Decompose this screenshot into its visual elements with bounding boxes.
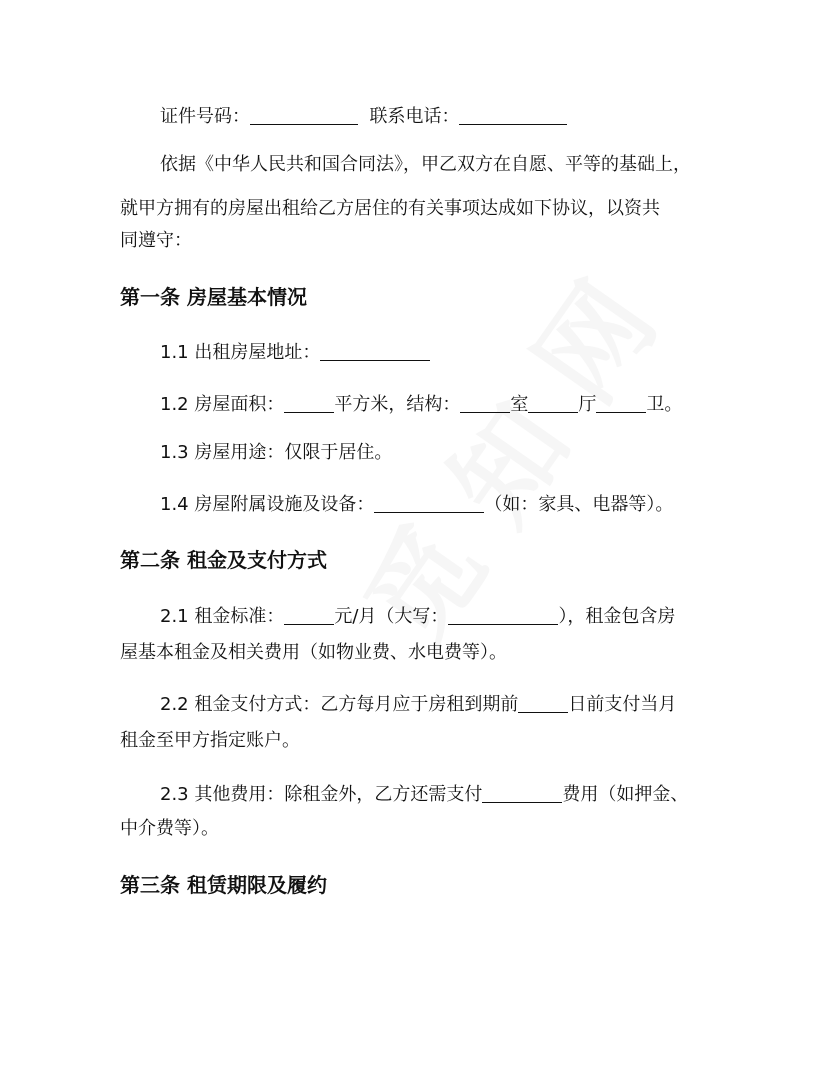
item-text: 日前支付当月: [568, 694, 677, 715]
item-text: （如：家具、电器等）。: [484, 494, 674, 515]
item-text: 元/月（大写：: [334, 606, 449, 627]
item-text: 1.4 房屋附属设施及设备：: [160, 494, 375, 515]
hall-blank[interactable]: [528, 394, 578, 413]
id-line: [160, 105, 567, 129]
item-text: 费用（如押金、: [562, 784, 689, 805]
item-text: 平方米，结构：: [334, 394, 461, 415]
area-blank[interactable]: [284, 394, 334, 413]
item-1-3: 1.3 房屋用途：仅限于居住。: [160, 442, 393, 463]
item-text: 卫。: [646, 394, 683, 415]
intro-line-1: 依据《中华人民共和国合同法》，甲乙双方在自愿、平等的基础上，: [160, 154, 691, 175]
phone-blank[interactable]: [459, 106, 567, 125]
section-2-heading: 第二条 租金及支付方式: [120, 548, 327, 572]
item-text: 室: [510, 394, 529, 415]
rent-words-blank[interactable]: [448, 606, 558, 625]
section-3-heading: 第三条 租赁期限及履约: [120, 873, 327, 897]
item-text: 2.2 租金支付方式：乙方每月应于房租到期前: [160, 694, 519, 715]
address-blank[interactable]: [320, 342, 430, 361]
item-2-3: [160, 783, 688, 807]
bath-blank[interactable]: [596, 394, 646, 413]
item-text: 1.1 出租房屋地址：: [160, 342, 321, 363]
item-1-2: [160, 393, 682, 417]
item-2-1-cont: 屋基本租金及相关费用（如物业费、水电费等）。: [120, 642, 507, 663]
item-text: 2.1 租金标准：: [160, 606, 285, 627]
item-text: 2.3 其他费用：除租金外，乙方还需支付: [160, 784, 483, 805]
item-2-2-cont: 租金至甲方指定账户。: [120, 730, 300, 751]
item-1-4: [160, 493, 673, 517]
other-fee-blank[interactable]: [482, 784, 562, 803]
facilities-blank[interactable]: [374, 494, 484, 513]
item-2-3-cont: 中介费等）。: [120, 818, 219, 839]
rent-blank[interactable]: [284, 606, 334, 625]
item-2-1: [160, 605, 675, 629]
item-text: 1.2 房屋面积：: [160, 394, 285, 415]
item-2-2: [160, 693, 676, 717]
intro-line-3: 同遵守：: [120, 230, 192, 251]
item-text: 厅: [578, 394, 597, 415]
item-1-1: [160, 341, 430, 365]
id-label: 证件号码：: [160, 106, 250, 127]
phone-label: 联系电话：: [369, 106, 460, 127]
id-blank[interactable]: [250, 106, 358, 125]
item-text: ），租金包含房: [558, 606, 676, 627]
intro-line-2: 就甲方拥有的房屋出租给乙方居住的有关事项达成如下协议，以资共: [120, 198, 660, 219]
section-1-heading: 第一条 房屋基本情况: [120, 285, 307, 309]
pay-day-blank[interactable]: [518, 694, 568, 713]
room-blank[interactable]: [460, 394, 510, 413]
